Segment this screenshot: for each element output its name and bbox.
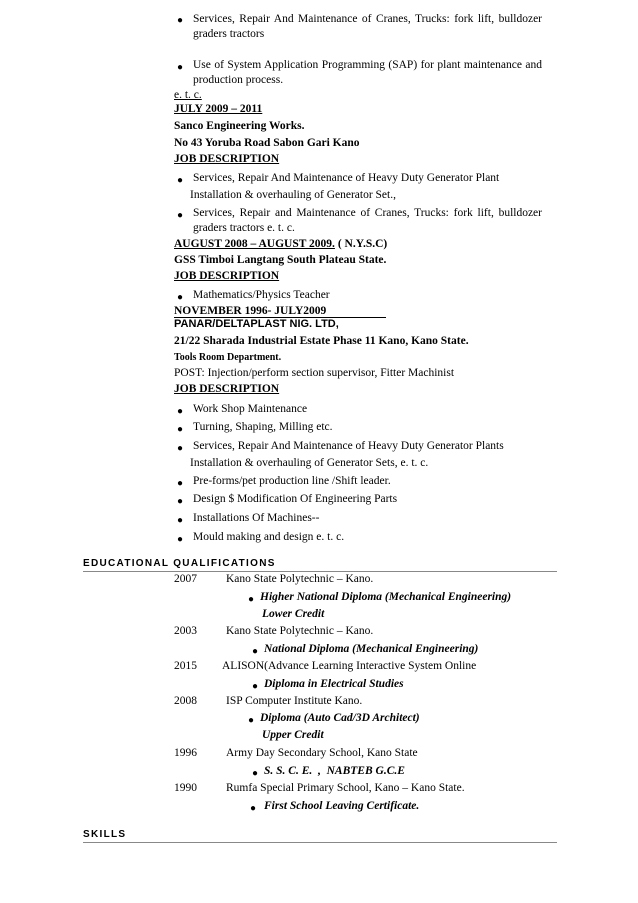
job-description-heading: JOB DESCRIPTION — [174, 270, 280, 282]
duty-item: Services, Repair And Maintenance of Cranes, Trucks: fork lift, bulldozer graders tractors — [193, 13, 542, 40]
bullet-icon: ● — [177, 496, 184, 507]
job-date: NOVEMBER 1996- JULY2009 — [174, 305, 327, 317]
bullet-icon: ● — [177, 478, 184, 489]
bullet-icon: ● — [177, 534, 184, 545]
job-post: POST: Injection/perform section supervisor, Fitter Machinist — [174, 367, 455, 379]
bullet-icon: ● — [177, 15, 184, 26]
edu-school: ISP Computer Institute Kano. — [226, 695, 363, 707]
job-address: No 43 Yoruba Road Sabon Gari Kano — [174, 137, 360, 149]
edu-degree: Diploma in Electrical Studies — [264, 678, 404, 690]
bullet-icon: ● — [177, 406, 184, 417]
bullet-icon: ● — [177, 292, 184, 303]
job-date: AUGUST 2008 – AUGUST 2009. — [174, 238, 335, 250]
duty-item-continued: Installation & overhauling of Generator Set., — [190, 189, 396, 201]
job-date: JULY 2009 – 2011 — [174, 103, 263, 115]
edu-school: ALISON(Advance Learning Interactive System Online — [222, 660, 477, 672]
job-description-heading: JOB DESCRIPTION — [174, 383, 280, 395]
education-heading: EDUCATIONAL QUALIFICATIONS — [83, 558, 276, 569]
duty-item: Mould making and design e. t. c. — [193, 531, 345, 543]
section-divider — [83, 842, 557, 843]
duty-item: Turning, Shaping, Milling etc. — [193, 421, 333, 433]
bullet-icon: ● — [248, 715, 255, 726]
edu-year: 2008 — [174, 695, 197, 707]
bullet-icon: ● — [177, 515, 184, 526]
duty-item-continued: Installation & overhauling of Generator Sets, e. t. c. — [190, 457, 429, 469]
edu-year: 1990 — [174, 782, 197, 794]
edu-degree: S. S. C. E. , NABTEB G.C.E — [264, 765, 405, 777]
bullet-icon: ● — [252, 646, 259, 657]
bullet-icon: ● — [177, 210, 184, 221]
etc-text: e. t. c. — [174, 89, 202, 101]
duty-item: Services, Repair And Maintenance of Heavy Duty Generator Plant — [193, 172, 500, 184]
job-company: Sanco Engineering Works. — [174, 120, 305, 132]
bullet-icon: ● — [252, 768, 259, 779]
edu-year: 1996 — [174, 747, 197, 759]
duty-item: Design $ Modification Of Engineering Parts — [193, 493, 398, 505]
edu-year: 2007 — [174, 573, 197, 585]
bullet-icon: ● — [177, 424, 184, 435]
job-company: PANAR/DELTAPLAST NIG. LTD, — [174, 318, 339, 330]
duty-item: Services, Repair And Maintenance of Heavy Duty Generator Plants — [193, 440, 504, 452]
edu-school: Army Day Secondary School, Kano State — [226, 747, 418, 759]
skills-heading: SKILLS — [83, 829, 127, 840]
bullet-icon: ● — [250, 803, 257, 814]
job-department: Tools Room Department. — [174, 352, 282, 363]
job-note: ( N.Y.S.C) — [337, 238, 388, 250]
edu-degree: National Diploma (Mechanical Engineering) — [264, 643, 479, 655]
bullet-icon: ● — [252, 681, 259, 692]
job-description-heading: JOB DESCRIPTION — [174, 153, 280, 165]
section-divider — [83, 571, 557, 572]
job-date-line — [174, 238, 387, 250]
edu-school: Rumfa Special Primary School, Kano – Kano State. — [226, 782, 465, 794]
duty-item: Pre-forms/pet production line /Shift leader. — [193, 475, 391, 487]
job-address: 21/22 Sharada Industrial Estate Phase 11 Kano, Kano State. — [174, 335, 469, 347]
edu-school: Kano State Polytechnic – Kano. — [226, 573, 374, 585]
edu-degree: First School Leaving Certificate. — [264, 800, 420, 812]
duty-item: Mathematics/Physics Teacher — [193, 289, 330, 301]
edu-degree: Diploma (Auto Cad/3D Architect) — [260, 712, 420, 724]
job-company: GSS Timboi Langtang South Plateau State. — [174, 254, 387, 266]
duty-item: Services, Repair and Maintenance of Cranes, Trucks: fork lift, bulldozer graders tractors e. t. c. — [193, 207, 542, 234]
edu-school: Kano State Polytechnic – Kano. — [226, 625, 374, 637]
bullet-icon: ● — [177, 62, 184, 73]
bullet-icon: ● — [248, 594, 255, 605]
duty-item: Installations Of Machines-- — [193, 512, 320, 524]
duty-item: Work Shop Maintenance — [193, 403, 308, 415]
edu-year: 2015 — [174, 660, 197, 672]
edu-degree: Higher National Diploma (Mechanical Engineering) — [260, 591, 512, 603]
edu-year: 2003 — [174, 625, 197, 637]
bullet-icon: ● — [177, 175, 184, 186]
edu-grade: Upper Credit — [262, 729, 324, 741]
duty-item: Use of System Application Programming (SAP) for plant maintenance and production process. — [193, 59, 542, 86]
edu-grade: Lower Credit — [262, 608, 325, 620]
bullet-icon: ● — [177, 443, 184, 454]
